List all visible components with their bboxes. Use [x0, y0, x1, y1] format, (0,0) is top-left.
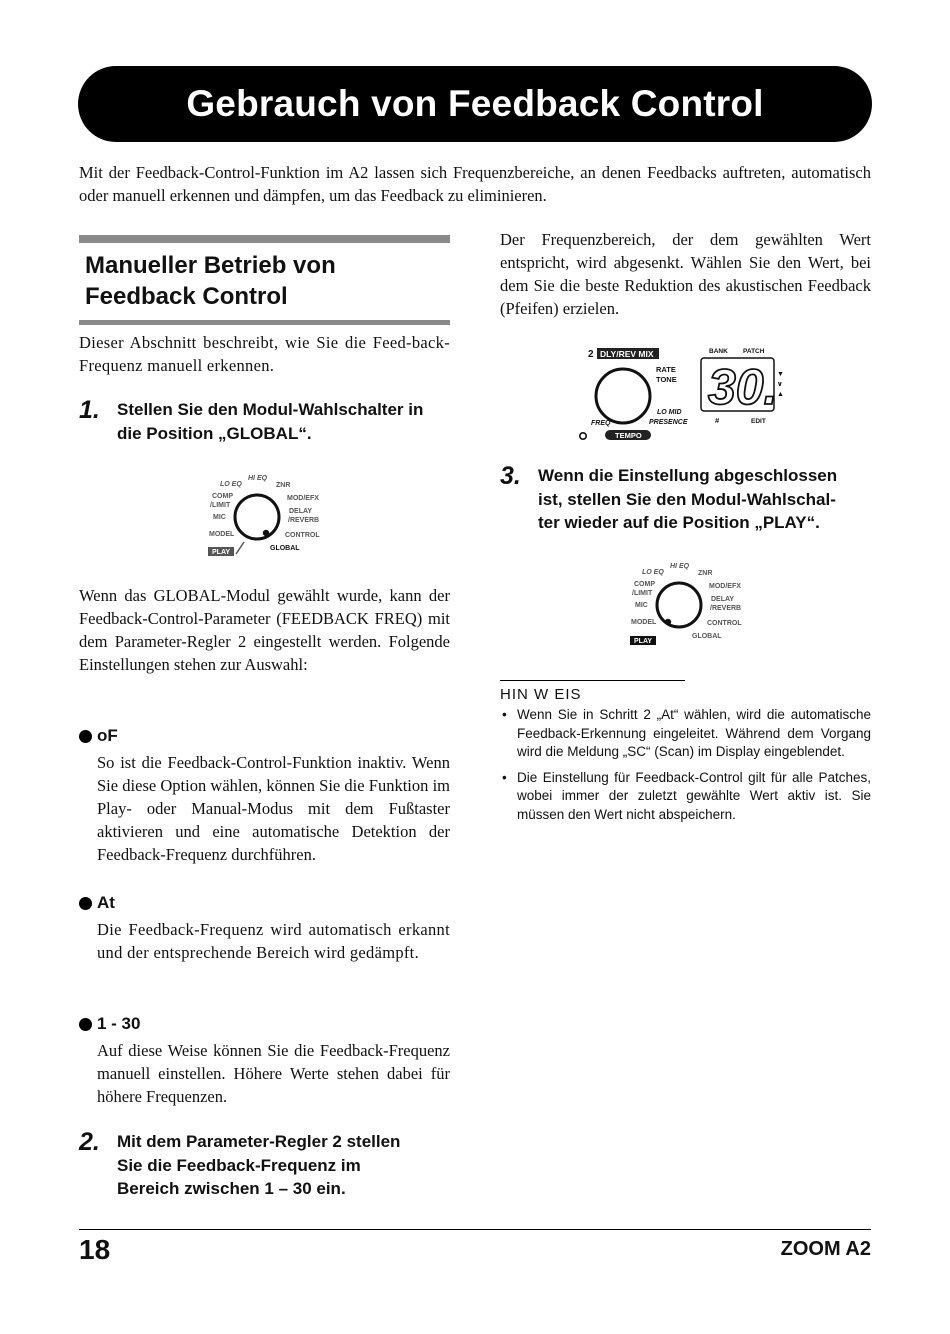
intro-paragraph: Mit der Feedback-Control-Funktion im A2 lassen sich Frequenzbereiche, an denen Feedbacks auftreten, automatisch oder manuell erkennen und dämpfen, um das Feedback zu eliminieren.	[79, 163, 871, 205]
panel-num: 2	[588, 349, 594, 360]
panel-rate: RATE	[656, 365, 676, 374]
step-2	[79, 1130, 450, 1201]
sel2-model: MODEL	[631, 619, 657, 626]
bullet-dot	[79, 897, 92, 910]
sel1-global: GLOBAL	[270, 545, 300, 552]
panel-presence: PRESENCE	[649, 419, 688, 426]
option-at-label: At	[97, 893, 115, 912]
page-number: 18	[79, 1234, 111, 1265]
hinweis-item: • Die Einstellung für Feedback-Control gilt für alle Patches, wobei immer der zuletzt gewählte Wert aktiv ist. Sie müssen den Wert nicht abspeichern.	[500, 769, 871, 825]
step-3	[500, 464, 871, 535]
section-heading-line1: Manueller Betrieb von	[85, 252, 336, 279]
panel-lo-mid: LO MID	[657, 409, 682, 416]
sel2-reverb: /REVERB	[710, 605, 742, 612]
footer-rule	[79, 1229, 871, 1230]
section-heading-line2: Feedback Control	[85, 283, 288, 310]
section-description: Dieser Abschnitt beschreibt, wie Sie die Feed-back-Frequenz manuell erkennen.	[79, 333, 450, 375]
step-2-line2: Sie die Feedback-Frequenz im	[117, 1155, 361, 1175]
sel1-znr: ZNR	[276, 482, 291, 489]
sel2-mod-efx: MOD/EFX	[709, 583, 741, 590]
step-number: 2.	[79, 1128, 100, 1156]
title-bar	[78, 66, 872, 142]
sel1-mod-efx: MOD/EFX	[287, 495, 319, 502]
step-1-line2: die Position „GLOBAL“.	[117, 423, 312, 443]
step-2-line3: Bereich zwischen 1 – 30 ein.	[117, 1179, 346, 1198]
section-rule-top	[79, 235, 450, 243]
sel1-reverb: /REVERB	[288, 517, 320, 524]
sel1-mic: MIC	[213, 514, 226, 521]
selector-figure-global	[200, 470, 330, 558]
option-at-heading	[79, 893, 115, 913]
svg-text:▼: ▼	[777, 371, 784, 378]
panel-freq: FREQ	[591, 420, 611, 427]
sel1-lo-eq: LO EQ	[220, 481, 242, 488]
sel2-global: GLOBAL	[692, 633, 722, 640]
option-of-label: oF	[97, 726, 118, 745]
sel1-comp: COMP	[212, 493, 233, 500]
sel1-model: MODEL	[209, 531, 235, 538]
sel1-play: PLAY	[212, 549, 231, 556]
sel2-comp: COMP	[634, 581, 655, 588]
section-rule-bottom	[79, 320, 450, 325]
bullet-dot	[79, 730, 92, 743]
sel2-lo-eq: LO EQ	[642, 569, 664, 576]
page-title: Gebrauch von Feedback Control	[186, 83, 764, 124]
hinweis-rule	[500, 680, 685, 681]
option-of-heading	[79, 726, 118, 746]
option-range-heading	[79, 1014, 140, 1034]
step-1-line1: Stellen Sie den Modul-Wahlschalter in	[117, 400, 424, 419]
sel2-mic: MIC	[635, 602, 648, 609]
step-number: 3.	[500, 462, 521, 490]
panel-display: 30.	[708, 359, 778, 415]
sel2-limit: /LIMIT	[632, 590, 653, 597]
panel-patch: PATCH	[743, 348, 765, 355]
option-of-text: So ist die Feedback-Control-Funktion inaktiv. Wenn Sie diese Option wählen, können Sie die Funktion im Play- oder Manual-Modus mit dem Fußtaster aktivieren und eine automatische Detektion der Feedback-Frequenz durchführen.	[97, 753, 450, 864]
sel1-hi-eq: HI EQ	[248, 475, 268, 482]
step-2-line1: Mit dem Parameter-Regler 2 stellen	[117, 1132, 401, 1151]
step-number: 1.	[79, 396, 100, 424]
option-at-text: Die Feedback-Frequenz wird automatisch erkannt und der entsprechende Bereich wird gedämpft.	[97, 920, 450, 962]
sel1-delay: DELAY	[289, 508, 313, 515]
panel-hash: #	[715, 416, 720, 425]
option-range-label: 1 - 30	[97, 1014, 141, 1033]
sel2-znr: ZNR	[698, 570, 713, 577]
panel-edit: EDIT	[751, 418, 766, 425]
hinweis-label: HIN W EIS	[500, 686, 582, 703]
step-3-line2: ist, stellen Sie den Modul-Wahlschal-	[538, 489, 836, 509]
right-paragraph: Der Frequenzbereich, der dem gewählten Wert entspricht, wird abgesenkt. Wählen Sie den Wert, bei dem Sie die beste Reduktion des akustischen Feedback (Pfeifen) erzielen.	[500, 230, 871, 318]
global-paragraph: Wenn das GLOBAL-Modul gewählt wurde, kann der Feedback-Control-Parameter (FEEDBACK FREQ) mit dem Parameter-Regler 2 eingestellt werden. Folgende Einstellungen stehen zur Auswahl:	[79, 586, 450, 674]
step-3-line1: Wenn die Einstellung abgeschlossen	[538, 466, 838, 485]
panel-figure	[575, 343, 790, 443]
svg-text:▲: ▲	[777, 391, 784, 398]
footer-brand: ZOOM A2	[780, 1238, 871, 1260]
sel1-limit: /LIMIT	[210, 502, 231, 509]
panel-tone: TONE	[656, 375, 677, 384]
sel1-control: CONTROL	[285, 532, 320, 539]
bullet-dot	[79, 1018, 92, 1031]
sel2-play: PLAY	[634, 638, 653, 645]
step-3-line3: ter wieder auf die Position „PLAY“.	[538, 513, 820, 532]
hinweis-box	[500, 680, 871, 831]
sel2-delay: DELAY	[711, 596, 735, 603]
selector-figure-play	[622, 558, 752, 648]
section-heading	[79, 235, 450, 325]
option-range-text: Auf diese Weise können Sie die Feedback-Frequenz manuell einstellen. Höhere Werte stehen dabei für höhere Frequenzen.	[97, 1041, 450, 1106]
panel-dly-rev-mix: DLY/REV MIX	[600, 349, 654, 359]
sel2-hi-eq: HI EQ	[670, 563, 690, 570]
panel-tempo: TEMPO	[615, 431, 642, 440]
svg-text:∨: ∨	[777, 381, 783, 388]
sel2-control: CONTROL	[707, 620, 742, 627]
panel-bank: BANK	[709, 348, 728, 355]
hinweis-item: • Wenn Sie in Schritt 2 „At“ wählen, wird die automatische Feedback-Erkennung eingeleitet. Während dem Vorgang wird die Meldung „SC“ (Scan) im Display eingeblendet.	[500, 706, 871, 762]
hinweis-list	[500, 706, 871, 824]
step-1	[79, 398, 450, 445]
